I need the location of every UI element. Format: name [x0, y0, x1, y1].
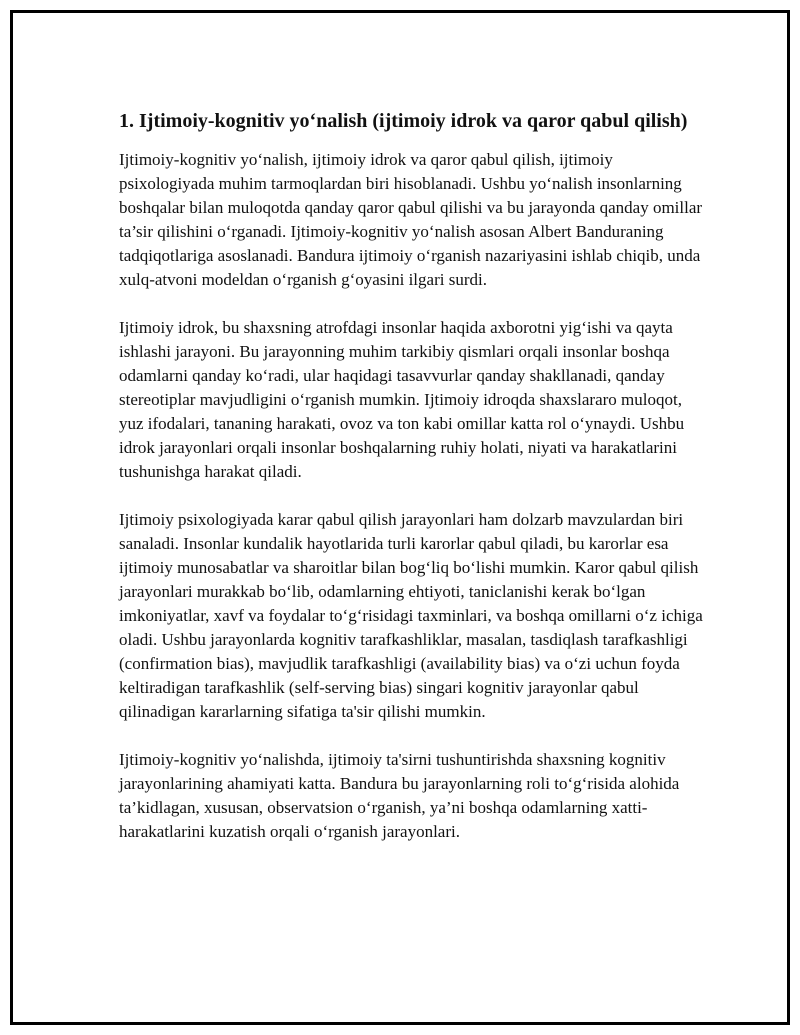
section-heading: 1. Ijtimoiy-kognitiv yo‘nalish (ijtimoiy idrok va qaror qabul qilish) [119, 110, 688, 132]
paragraph-decision-making: Ijtimoiy psixologiyada karar qabul qilish jarayonlari ham dolzarb mavzulardan biri sanaladi. Insonlar kundalik hayotlarida turli karorlar qabul qiladi, bu karorlar esa ijtimoiy munosabatlar va sharoitlar bilan bog‘liq bo‘lishi mumkin. Karor qabul qilish jarayonlari murakkab bo‘lib, odamlarning ehtiyoti, taniclanishi kerak bo‘lgan imkoniyatlar, xavf va foydalar to‘g‘risidagi taxminlari, va boshqa omillarni o‘z ichiga oladi. Ushbu jarayonlarda kognitiv tarafkashliklar, masalan, tasdiqlash tarafkashligi (confirmation bias), mavjudlik tarafkashligi (availability bias) va o‘zi uchun foyda keltiradigan tarafkashlik (self-serving bias) singari kognitiv jarayonlar qabul qilinadigan kararlarning sifatiga ta'sir qilishi mumkin. [119, 510, 703, 721]
paragraph-social-perception: Ijtimoiy idrok, bu shaxsning atrofdagi insonlar haqida axborotni yig‘ishi va qayta ishlashi jarayoni. Bu jarayonning muhim tarkibiy qismlari orqali insonlar boshqa odamlarni qanday ko‘radi, ular haqidagi tasavvurlar qanday shakllanadi, qanday stereotiplar mavjudligini o‘rganish mumkin. Ijtimoiy idroqda shaxslararo muloqot, yuz ifodalari, tananing harakati, ovoz va ton kabi omillar katta rol o‘ynaydi. Ushbu idrok jarayonlari orqali insonlar boshqalarning ruhiy holati, niyati va harakatlarini tushunishga harakat qiladi. [119, 318, 685, 481]
paragraph-intro: Ijtimoiy-kognitiv yo‘nalish, ijtimoiy idrok va qaror qabul qilish, ijtimoiy psixologiyada muhim tarmoqlardan biri hisoblanadi. Ushbu yo‘nalish insonlarning boshqalar bilan muloqotda qanday qaror qabul qilishi va bu jarayonda qanday omillar ta’sir qilishini o‘rganadi. Ijtimoiy-kognitiv yo‘nalish asosan Albert Banduraning tadqiqotlariga asoslanadi. Bandura ijtimoiy o‘rganish nazariyasini ishlab chiqib, unda xulq-atvoni modeldan o‘rganish g‘oyasini ilgari surdi. [119, 150, 703, 289]
page-frame [10, 10, 790, 1025]
document-body [119, 108, 705, 868]
paragraph-cognitive-processes: Ijtimoiy-kognitiv yo‘nalishda, ijtimoiy ta'sirni tushuntirishda shaxsning kognitiv jarayonlarining ahamiyati katta. Bandura bu jarayonlarning roli to‘g‘risida alohida ta’kidlagan, xususan, observatsion o‘rganish, ya’ni boshqa odamlarning xatti-harakatlarini kuzatish orqali o‘rganish jarayonlari. [119, 750, 680, 841]
